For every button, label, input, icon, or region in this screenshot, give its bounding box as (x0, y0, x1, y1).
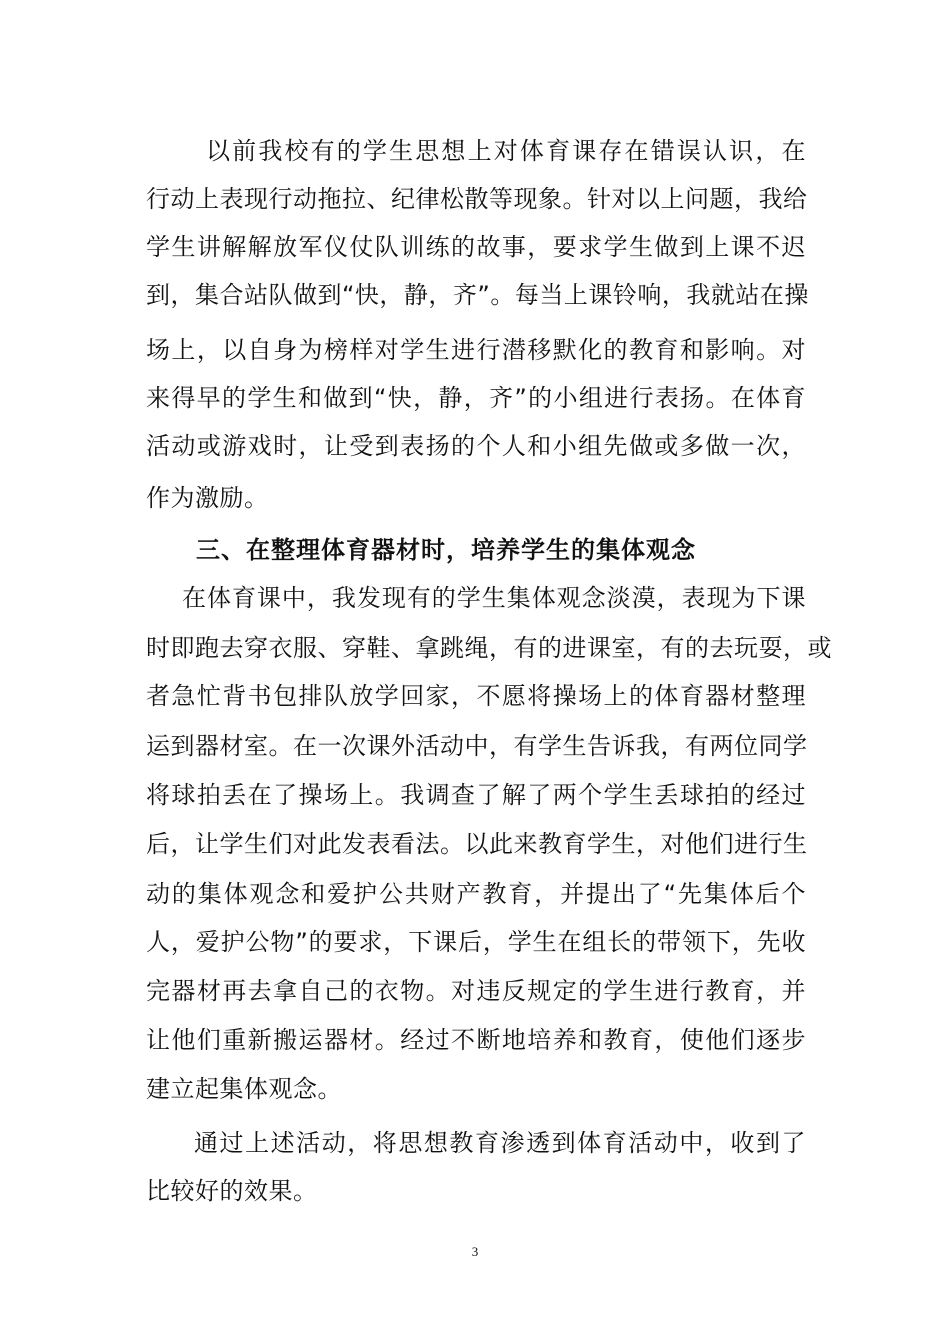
paragraph-2-line-9: 完器材再去拿自己的衣物。对违反规定的学生进行教育，并 (146, 977, 806, 1005)
paragraph-3-line-1: 通过上述活动，将思想教育渗透到体育活动中，收到了 (194, 1129, 806, 1157)
paragraph-2-line-5: 将球拍丢在了操场上。我调查了解了两个学生丢球拍的经过 (146, 781, 806, 809)
paragraph-1-line-4: 到，集合站队做到“快，静，齐”。每当上课铃响，我就站在操 (146, 281, 809, 309)
paragraph-1-line-3: 学生讲解解放军仪仗队训练的故事，要求学生做到上课不迟 (146, 233, 806, 261)
paragraph-2-line-11: 建立起集体观念。 (146, 1075, 342, 1103)
paragraph-2-line-6: 后，让学生们对此发表看法。以此来教育学生，对他们进行生 (146, 830, 808, 858)
paragraph-1-line-7: 活动或游戏时，让受到表扬的个人和小组先做或多做一次， (146, 432, 806, 460)
page-number: 3 (471, 1244, 479, 1259)
paragraph-1-line-1: 以前我校有的学生思想上对体育课存在错误认识，在 (206, 137, 806, 165)
paragraph-1-line-5: 场上，以自身为榜样对学生进行潜移默化的教育和影响。对 (146, 336, 806, 364)
paragraph-1-line-2: 行动上表现行动拖拉、纪律松散等现象。针对以上问题，我给 (146, 185, 808, 213)
paragraph-2-line-2: 时即跑去穿衣服、穿鞋、拿跳绳，有的进课室，有的去玩耍，或 (146, 634, 832, 662)
paragraph-2-line-8: 人，爱护公物”的要求，下课后，学生在组长的带领下，先收 (146, 928, 806, 956)
paragraph-2-line-4: 运到器材室。在一次课外活动中，有学生告诉我，有两位同学 (146, 732, 808, 760)
section-heading: 三、在整理体育器材时，培养学生的集体观念 (196, 536, 696, 564)
paragraph-2-line-10: 让他们重新搬运器材。经过不断地培养和教育，使他们逐步 (146, 1026, 806, 1054)
paragraph-1-line-6: 来得早的学生和做到“快，静，齐”的小组进行表扬。在体育 (146, 384, 806, 412)
paragraph-2-line-3: 者急忙背书包排队放学回家，不愿将操场上的体育器材整理 (146, 682, 806, 710)
paragraph-2-line-7: 动的集体观念和爱护公共财产教育，并提出了“先集体后个 (146, 880, 806, 908)
paragraph-2-line-1: 在体育课中，我发现有的学生集体观念淡漠，表现为下课 (182, 584, 806, 612)
paragraph-3-line-2: 比较好的效果。 (146, 1177, 318, 1205)
paragraph-1-line-8: 作为激励。 (146, 484, 269, 512)
